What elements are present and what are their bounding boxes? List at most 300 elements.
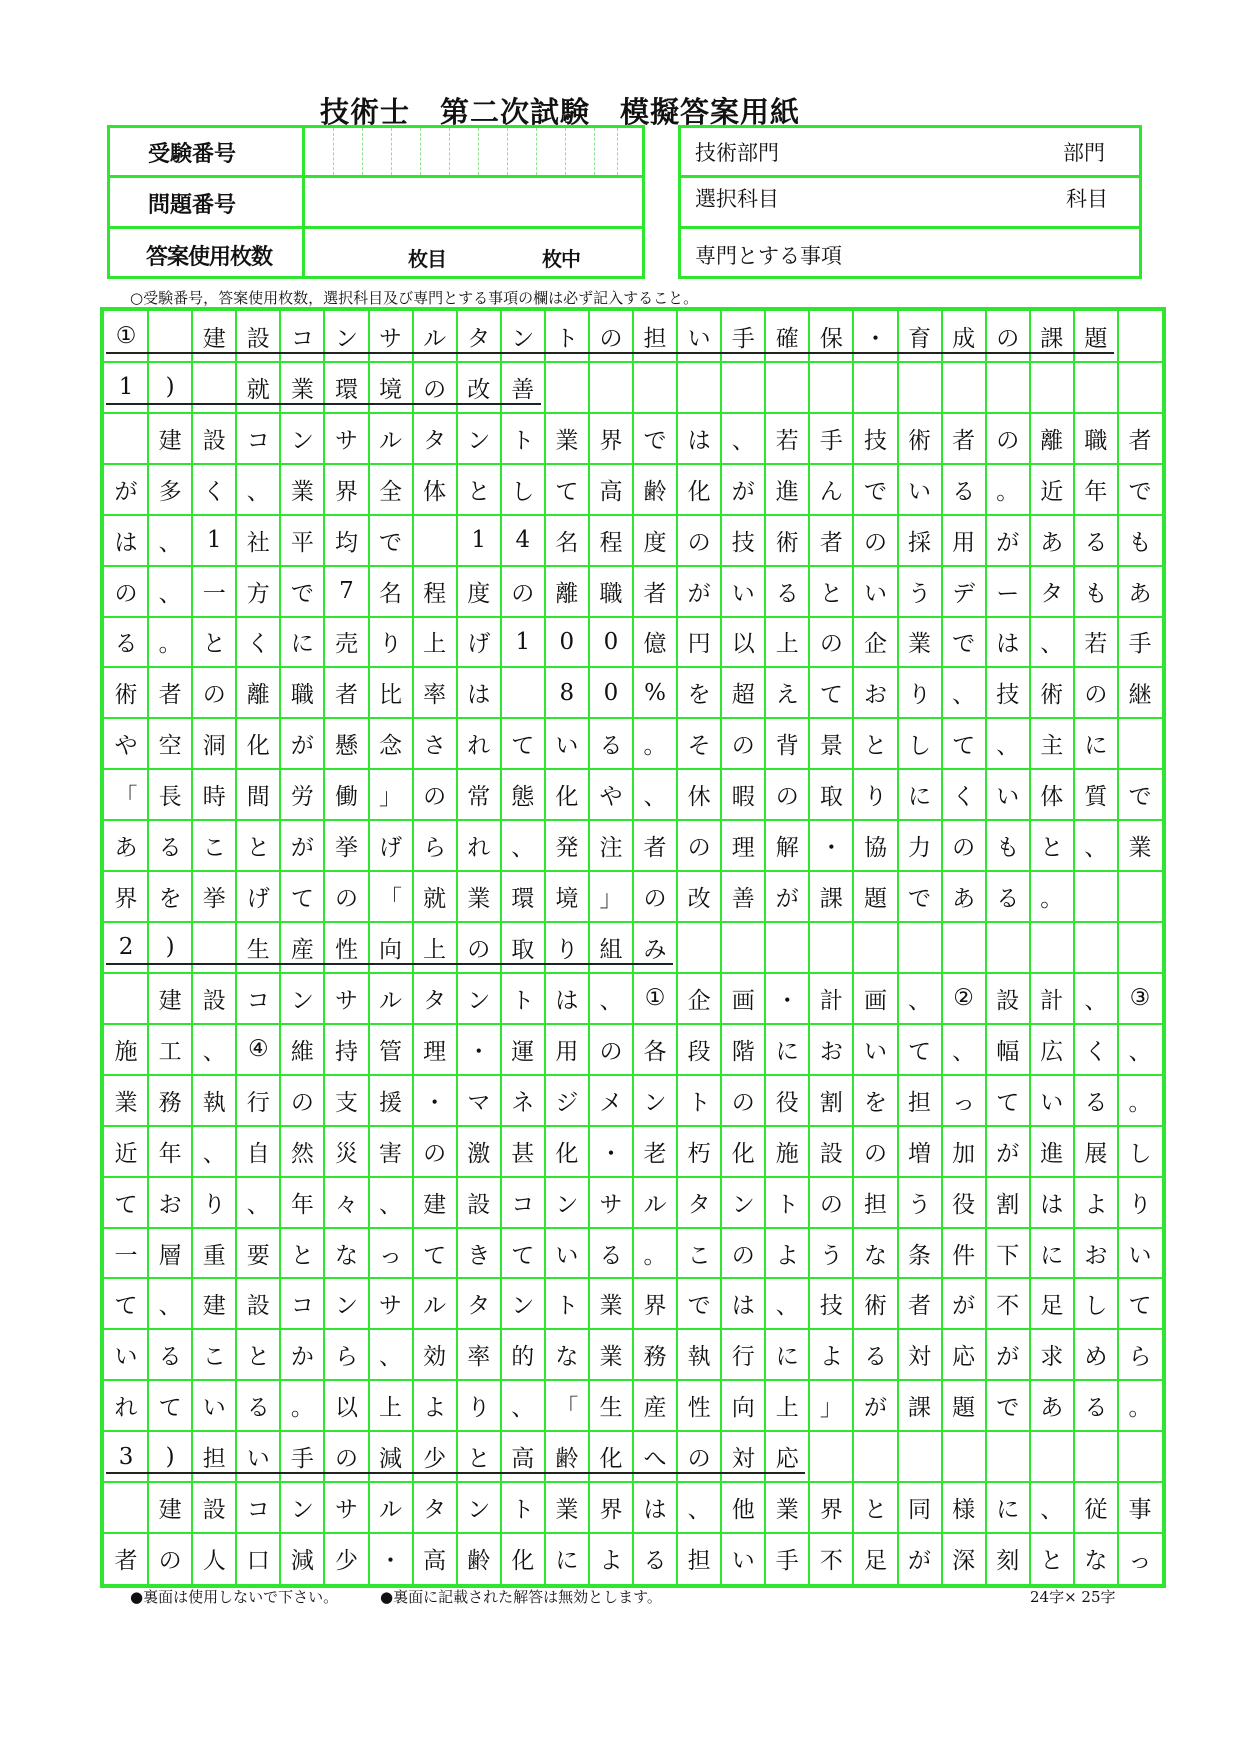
grid-cell: ン xyxy=(334,325,358,352)
grid-cell: 足 xyxy=(1040,1293,1064,1320)
grid-cell: 者 xyxy=(158,682,182,709)
grid-cell: 上 xyxy=(775,631,799,658)
grid-cell: 者 xyxy=(334,682,358,709)
grid-cell: ト xyxy=(511,427,535,454)
grid-cell: い xyxy=(908,478,932,505)
grid-cell: ル xyxy=(423,1293,447,1320)
grid-cell: る xyxy=(599,733,623,760)
grid-cell: 、 xyxy=(379,1344,403,1371)
grid-cell: て xyxy=(158,1395,182,1422)
grid-cell: 界 xyxy=(599,1497,623,1524)
grid-cell: 求 xyxy=(1040,1344,1064,1371)
grid-cell: る xyxy=(952,478,976,505)
grid-cell: 行 xyxy=(246,1089,270,1116)
grid-cell: 体 xyxy=(1040,784,1064,811)
grid-cell: し xyxy=(511,478,535,505)
grid-cell: 各 xyxy=(643,1038,667,1065)
grid-cell: 用 xyxy=(555,1038,579,1065)
grid-cell: り xyxy=(863,784,887,811)
grid-cell: 維 xyxy=(290,1038,314,1065)
grid-cell: 設 xyxy=(467,1191,491,1218)
grid-cell: 善 xyxy=(731,886,755,913)
grid-cell: ・ xyxy=(863,325,887,352)
grid-cell: 。 xyxy=(1128,1395,1152,1422)
grid-cell: 担 xyxy=(908,1089,932,1116)
grid-cell: へ xyxy=(643,1446,667,1473)
grid-cell: く xyxy=(246,631,270,658)
grid-cell: タ xyxy=(467,325,491,352)
footer-note-back-unused: ●裏面は使用しないで下さい。 xyxy=(130,1588,339,1606)
grid-cell: 産 xyxy=(643,1395,667,1422)
grid-cell: が xyxy=(731,478,755,505)
grid-cell: 体 xyxy=(423,478,447,505)
grid-cell: 少 xyxy=(423,1446,447,1473)
grid-cell: 対 xyxy=(908,1344,932,1371)
grid-cell: の xyxy=(423,376,447,403)
department-suffix: 部門 xyxy=(1063,141,1105,165)
grid-cell: 者 xyxy=(1128,427,1152,454)
grid-cell: 建 xyxy=(158,987,182,1014)
grid-cell: 題 xyxy=(952,1395,976,1422)
grid-cell: お xyxy=(158,1191,182,1218)
grid-cell: 「 xyxy=(379,886,403,913)
department-label: 技術部門 xyxy=(695,141,779,165)
grid-cell: て xyxy=(290,886,314,913)
grid-cell: い xyxy=(1040,1089,1064,1116)
grid-cell: の xyxy=(599,1038,623,1065)
grid-cell: 行 xyxy=(731,1344,755,1371)
grid-cell: 離 xyxy=(246,682,270,709)
grid-cell: 挙 xyxy=(202,886,226,913)
grid-cell: 」 xyxy=(819,1395,843,1422)
grid-cell: 理 xyxy=(423,1038,447,1065)
grid-cell: 業 xyxy=(908,631,932,658)
grid-cell: 界 xyxy=(334,478,358,505)
grid-cell: 不 xyxy=(819,1548,843,1575)
grid-cell: の xyxy=(996,427,1020,454)
grid-cell: 社 xyxy=(246,529,270,556)
grid-cell: 設 xyxy=(819,1140,843,1167)
grid-cell: 発 xyxy=(555,835,579,862)
grid-cell: 名 xyxy=(379,580,403,607)
grid-cell: の xyxy=(158,1548,182,1575)
grid-cell xyxy=(192,922,236,973)
grid-cell: 年 xyxy=(158,1140,182,1167)
grid-cell: 向 xyxy=(379,936,403,963)
grid-cell: の xyxy=(599,325,623,352)
grid-cell: め xyxy=(1084,1344,1108,1371)
grid-cell: 者 xyxy=(643,835,667,862)
grid-cell: 施 xyxy=(114,1038,138,1065)
grid-cell: ・ xyxy=(819,835,843,862)
grid-cell: 界 xyxy=(643,1293,667,1320)
grid-cell: の xyxy=(863,529,887,556)
grid-cell: は xyxy=(467,682,491,709)
grid-cell: み xyxy=(643,936,667,963)
grid-cell: 業 xyxy=(555,1497,579,1524)
grid-cell: っ xyxy=(952,1089,976,1116)
grid-cell: ン xyxy=(334,1293,358,1320)
grid-cell: 執 xyxy=(202,1089,226,1116)
grid-cell: 一 xyxy=(114,1242,138,1269)
grid-cell: ん xyxy=(819,478,843,505)
grid-cell: と xyxy=(467,478,491,505)
grid-cell: 労 xyxy=(290,784,314,811)
grid-cell: り xyxy=(379,631,403,658)
grid-cell: 念 xyxy=(379,733,403,760)
grid-cell: げ xyxy=(246,886,270,913)
grid-cell: 超 xyxy=(731,682,755,709)
grid-cell: 工 xyxy=(158,1038,182,1065)
grid-cell: 齢 xyxy=(555,1446,579,1473)
grid-cell: 広 xyxy=(1040,1038,1064,1065)
sheet-index-suffix: 枚目 xyxy=(408,247,446,271)
grid-cell: は xyxy=(687,427,711,454)
grid-cell: る xyxy=(1084,1395,1108,1422)
grid-cell: ト xyxy=(511,1497,535,1524)
grid-cell: 、 xyxy=(643,784,667,811)
grid-cell: 従 xyxy=(1084,1497,1108,1524)
grid-cell: 就 xyxy=(246,376,270,403)
grid-cell: ) xyxy=(165,1443,175,1470)
grid-cell: い xyxy=(863,580,887,607)
grid-cell: 産 xyxy=(290,936,314,963)
grid-cell: 手 xyxy=(290,1446,314,1473)
grid-cell: 常 xyxy=(467,784,491,811)
grid-cell: コ xyxy=(290,1293,314,1320)
grid-cell: 性 xyxy=(334,936,358,963)
grid-cell: 支 xyxy=(334,1089,358,1116)
grid-cell: 職 xyxy=(290,682,314,709)
grid-cell: 売 xyxy=(334,631,358,658)
grid-cell: や xyxy=(114,733,138,760)
grid-cell: 朽 xyxy=(687,1140,711,1167)
grid-cell: あ xyxy=(1040,529,1064,556)
grid-cell: が xyxy=(863,1395,887,1422)
question-number-field[interactable] xyxy=(305,178,643,226)
grid-cell: き xyxy=(467,1242,491,1269)
grid-cell: 担 xyxy=(643,325,667,352)
grid-cell: 1 xyxy=(206,527,222,554)
grid-cell: ② xyxy=(953,985,974,1012)
grid-cell: 業 xyxy=(775,1497,799,1524)
grid-cell: こ xyxy=(687,1242,711,1269)
grid-cell: る xyxy=(1084,1089,1108,1116)
grid-cell xyxy=(501,667,545,718)
grid-cell: 挙 xyxy=(334,835,358,862)
grid-cell: 。 xyxy=(643,1242,667,1269)
grid-cell: ら xyxy=(423,835,447,862)
grid-cell: 階 xyxy=(731,1038,755,1065)
heading-underline xyxy=(106,352,1114,354)
grid-cell: 、 xyxy=(1040,631,1064,658)
grid-cell: 「 xyxy=(114,784,138,811)
grid-cell: 激 xyxy=(467,1140,491,1167)
grid-cell: っ xyxy=(1128,1548,1152,1575)
grid-cell: ン xyxy=(555,1191,579,1218)
grid-cell: あ xyxy=(114,835,138,862)
grid-cell: 均 xyxy=(334,529,358,556)
grid-cell: 設 xyxy=(202,987,226,1014)
grid-cell: る xyxy=(996,886,1020,913)
grid-cell: 不 xyxy=(996,1293,1020,1320)
grid-cell: の xyxy=(114,580,138,607)
grid-cell: あ xyxy=(1128,580,1152,607)
grid-cell: と xyxy=(202,631,226,658)
grid-cell: サ xyxy=(334,987,358,1014)
grid-cell: と xyxy=(863,1497,887,1524)
grid-cell: 画 xyxy=(863,987,887,1014)
grid-cell: は xyxy=(555,987,579,1014)
grid-cell: 注 xyxy=(599,835,623,862)
grid-cell: 」 xyxy=(599,886,623,913)
grid-cell: 億 xyxy=(643,631,667,658)
grid-cell: 、 xyxy=(908,987,932,1014)
grid-cell: り xyxy=(467,1395,491,1422)
grid-cell: 課 xyxy=(1040,325,1064,352)
grid-cell: 化 xyxy=(555,1140,579,1167)
grid-cell: の xyxy=(202,682,226,709)
grid-cell: る xyxy=(114,631,138,658)
grid-cell: 役 xyxy=(775,1089,799,1116)
grid-cell: 齢 xyxy=(467,1548,491,1575)
grid-cell: 業 xyxy=(555,427,579,454)
question-number-label: 問題番号 xyxy=(148,192,237,218)
grid-cell: 。 xyxy=(996,478,1020,505)
grid-cell: 応 xyxy=(952,1344,976,1371)
grid-cell: に xyxy=(290,631,314,658)
specialty-label: 専門とする事項 xyxy=(695,244,842,268)
heading-underline xyxy=(106,1472,805,1474)
grid-cell: 増 xyxy=(908,1140,932,1167)
grid-cell: タ xyxy=(423,427,447,454)
grid-cell: ン xyxy=(731,1191,755,1218)
grid-cell: 界 xyxy=(114,886,138,913)
grid-cell: 、 xyxy=(158,580,182,607)
grid-cell: 生 xyxy=(599,1395,623,1422)
grid-cell: 、 xyxy=(687,1497,711,1524)
grid-cell: て xyxy=(1128,1293,1152,1320)
grid-cell: ④ xyxy=(247,1036,269,1063)
grid-cell: 若 xyxy=(775,427,799,454)
grid-cell: さ xyxy=(423,733,447,760)
grid-cell: 担 xyxy=(202,1446,226,1473)
grid-cell: く xyxy=(1084,1038,1108,1065)
grid-cell: 洞 xyxy=(202,733,226,760)
grid-cell: 職 xyxy=(1084,427,1108,454)
grid-cell: 率 xyxy=(467,1344,491,1371)
grid-cell: げ xyxy=(467,631,491,658)
grid-cell: 層 xyxy=(158,1242,182,1269)
grid-cell: り xyxy=(908,682,932,709)
grid-cell: で xyxy=(290,580,314,607)
grid-cell: 他 xyxy=(731,1497,755,1524)
grid-cell: 計 xyxy=(1040,987,1064,1014)
grid-cell: 離 xyxy=(555,580,579,607)
grid-cell: 進 xyxy=(1040,1140,1064,1167)
grid-cell: 足 xyxy=(863,1548,887,1575)
grid-cell: 比 xyxy=(379,682,403,709)
grid-cell: 態 xyxy=(511,784,535,811)
grid-cell: ③ xyxy=(1129,985,1151,1012)
grid-cell: ら xyxy=(1128,1344,1152,1371)
grid-cell: 理 xyxy=(731,835,755,862)
grid-cell: 、 xyxy=(511,835,535,862)
grid-cell: 化 xyxy=(555,784,579,811)
grid-cell: 成 xyxy=(952,325,976,352)
grid-cell: 対 xyxy=(731,1446,755,1473)
grid-cell: 高 xyxy=(423,1548,447,1575)
grid-cell: 運 xyxy=(511,1038,535,1065)
grid-cell: ・ xyxy=(775,987,799,1014)
grid-cell: ト xyxy=(555,325,579,352)
grid-cell: デ xyxy=(952,580,976,607)
grid-cell: ン xyxy=(290,987,314,1014)
grid-cell: が xyxy=(996,529,1020,556)
grid-cell: れ xyxy=(467,835,491,862)
grid-cell: 度 xyxy=(467,580,491,607)
grid-cell: が xyxy=(687,580,711,607)
grid-cell: 件 xyxy=(952,1242,976,1269)
grid-cell: 刻 xyxy=(996,1548,1020,1575)
grid-cell: て xyxy=(819,682,843,709)
grid-cell: 、 xyxy=(246,1191,270,1218)
grid-cell: 8 xyxy=(559,679,575,706)
grid-cell: に xyxy=(555,1548,579,1575)
grid-cell: 、 xyxy=(1084,987,1108,1014)
grid-cell: と xyxy=(467,1446,491,1473)
grid-cell: い xyxy=(1128,1242,1152,1269)
grid-cell: 。 xyxy=(1128,1089,1152,1116)
grid-cell: 重 xyxy=(202,1242,226,1269)
grid-cell: て xyxy=(511,733,535,760)
grid-cell: ー xyxy=(996,580,1020,607)
grid-cell: 間 xyxy=(246,784,270,811)
grid-cell: 、 xyxy=(731,427,755,454)
grid-cell: 、 xyxy=(996,733,1020,760)
grid-cell: 減 xyxy=(379,1446,403,1473)
grid-cell: 、 xyxy=(775,1293,799,1320)
grid-cell: 甚 xyxy=(511,1140,535,1167)
grid-cell: し xyxy=(1084,1293,1108,1320)
grid-cell: て xyxy=(423,1242,447,1269)
grid-cell: 程 xyxy=(423,580,447,607)
grid-cell: 技 xyxy=(863,427,887,454)
grid-cell: ・ xyxy=(599,1140,623,1167)
grid-cell: の xyxy=(290,1089,314,1116)
grid-cell: の xyxy=(643,886,667,913)
grid-cell: 1 xyxy=(118,374,134,401)
grid-cell: 化 xyxy=(731,1140,755,1167)
grid-cell: ) xyxy=(165,934,175,961)
grid-cell: 建 xyxy=(423,1191,447,1218)
grid-cell: っ xyxy=(379,1242,403,1269)
grid-cell: 進 xyxy=(775,478,799,505)
grid-cell: 1 xyxy=(471,527,487,554)
grid-cell: ト xyxy=(775,1191,799,1218)
grid-cell: く xyxy=(952,784,976,811)
grid-cell: で xyxy=(863,478,887,505)
grid-cell: る xyxy=(599,1242,623,1269)
grid-cell: に xyxy=(775,1344,799,1371)
grid-cell: 化 xyxy=(511,1548,535,1575)
grid-cell: 離 xyxy=(1040,427,1064,454)
grid-cell: 0 xyxy=(559,628,575,655)
grid-cell: の xyxy=(687,835,711,862)
grid-cell: と xyxy=(246,1344,270,1371)
grid-cell: て xyxy=(114,1293,138,1320)
grid-cell: 用 xyxy=(952,529,976,556)
grid-cell: 背 xyxy=(775,733,799,760)
grid-cell: 育 xyxy=(908,325,932,352)
grid-cell: の xyxy=(863,1140,887,1167)
grid-cell: 減 xyxy=(290,1548,314,1575)
grid-cell: 役 xyxy=(952,1191,976,1218)
grid-cell: 空 xyxy=(158,733,182,760)
grid-cell: あ xyxy=(952,886,976,913)
grid-cell: 然 xyxy=(290,1140,314,1167)
grid-cell: 化 xyxy=(687,478,711,505)
grid-cell: 様 xyxy=(952,1497,976,1524)
grid-cell: を xyxy=(158,886,182,913)
grid-cell: の xyxy=(334,886,358,913)
grid-size-note: 24字× 25字 xyxy=(1030,1588,1116,1606)
grid-cell: 上 xyxy=(379,1395,403,1422)
grid-cell: ン xyxy=(290,427,314,454)
grid-cell: て xyxy=(511,1242,535,1269)
grid-cell: 手 xyxy=(775,1548,799,1575)
grid-cell: 割 xyxy=(819,1089,843,1116)
grid-cell: 術 xyxy=(908,427,932,454)
grid-cell: こ xyxy=(202,1344,226,1371)
grid-cell: 協 xyxy=(863,835,887,862)
exam-number-field[interactable] xyxy=(305,128,643,175)
grid-cell: 。 xyxy=(643,733,667,760)
grid-cell: り xyxy=(555,936,579,963)
grid-cell: 保 xyxy=(819,325,843,352)
grid-cell: る xyxy=(775,580,799,607)
grid-cell: 取 xyxy=(819,784,843,811)
grid-cell: て xyxy=(952,733,976,760)
grid-cell: 業 xyxy=(467,886,491,913)
grid-cell: 災 xyxy=(334,1140,358,1167)
grid-cell: 援 xyxy=(379,1089,403,1116)
grid-cell: の xyxy=(334,1446,358,1473)
grid-cell: の xyxy=(819,631,843,658)
grid-cell: に xyxy=(908,784,932,811)
grid-cell: 1 xyxy=(515,628,531,655)
grid-cell: 条 xyxy=(908,1242,932,1269)
grid-cell: 働 xyxy=(334,784,358,811)
grid-cell: 力 xyxy=(908,835,932,862)
grid-cell xyxy=(104,973,148,1024)
grid-cell: 術 xyxy=(775,529,799,556)
grid-cell: る xyxy=(643,1548,667,1575)
grid-cell: や xyxy=(599,784,623,811)
grid-cell: が xyxy=(290,733,314,760)
page-title: 技術士 第二次試験 模擬答案用紙 xyxy=(320,95,801,129)
grid-cell: で xyxy=(643,427,667,454)
grid-cell: 界 xyxy=(819,1497,843,1524)
grid-cell: 0 xyxy=(603,679,619,706)
grid-cell: は xyxy=(996,631,1020,658)
grid-cell: 設 xyxy=(202,427,226,454)
grid-cell: 名 xyxy=(555,529,579,556)
grid-cell: 長 xyxy=(158,784,182,811)
grid-cell: 業 xyxy=(290,478,314,505)
sheets-used-label: 答案使用枚数 xyxy=(146,244,273,270)
grid-cell: 向 xyxy=(731,1395,755,1422)
